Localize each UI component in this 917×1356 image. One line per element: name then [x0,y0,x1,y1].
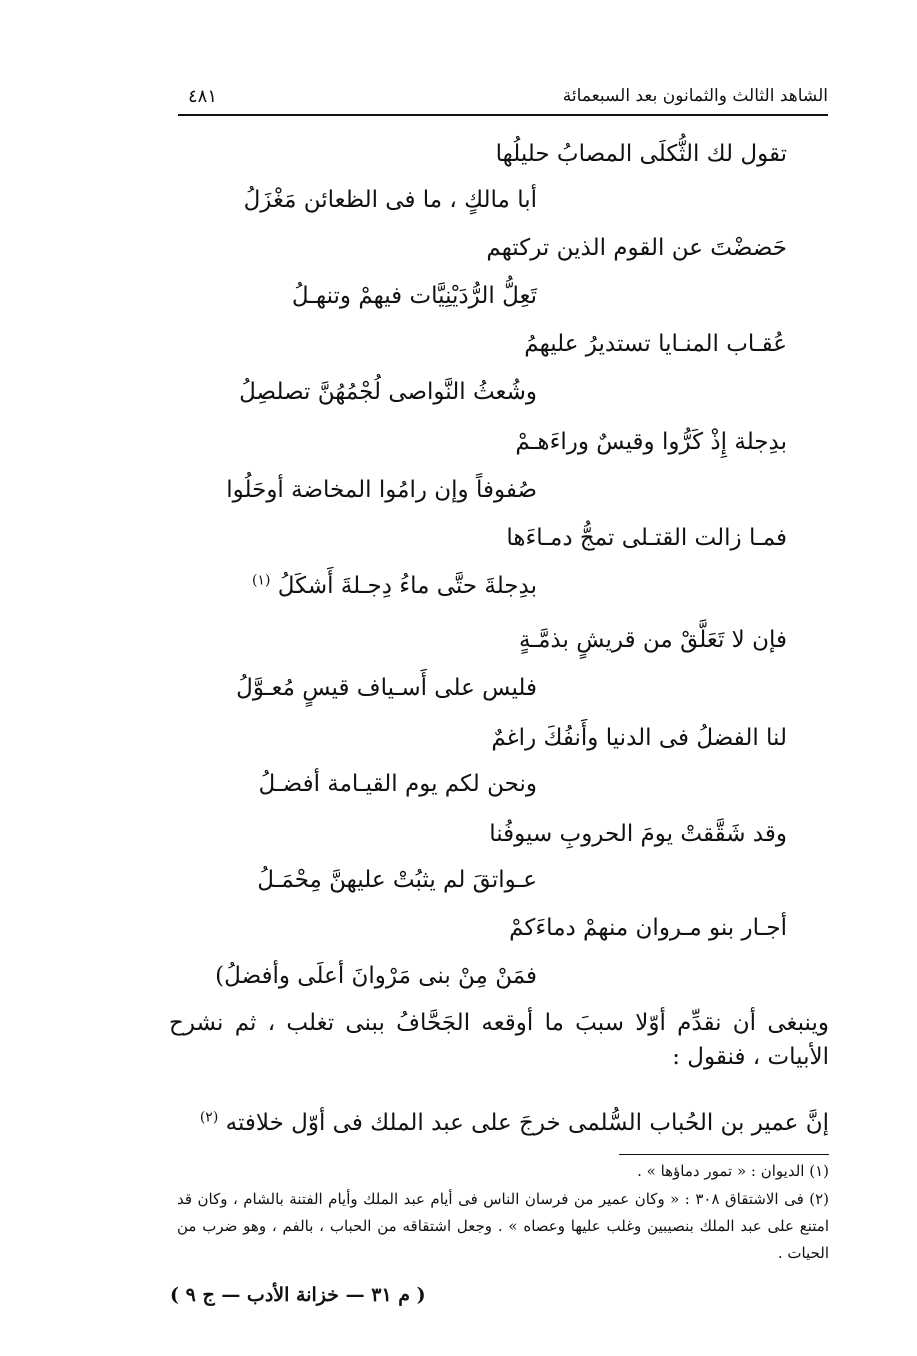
footnote-1: (١) الديوان : « تمور دماؤها » . [637,1162,829,1180]
verse-8-second-hemistich: عـواتقَ لم يثبُتْ عليهنَّ مِحْمَـلُ [257,867,537,893]
verse-4-first-hemistich: بدِجلة إِذْ كَرُّوا وقيسٌ وراءَهـمْ [515,429,787,455]
verse-9-first-hemistich: أجـار بنو مـروان منهمْ دماءَكمْ [509,915,787,941]
verse-1-second-hemistich: أبا مالكٍ ، ما فى الظعائن مَغْزَلُ [243,187,537,213]
verse-8-first-hemistich: وقد شَقَّقتْ يومَ الحروبِ سيوفُنا [489,821,787,847]
verse-7-first-hemistich: لنا الفضلُ فى الدنيا وأَنفُكَ راغمٌ [491,725,787,751]
page-number: ٤٨١ [188,86,218,107]
printer-signature: ( م ٣١ — خزانة الأدب — ج ٩ ) [170,1284,426,1306]
prose-paragraph: وينبغى أن نقدِّم أوّلا سببَ ما أوقعه الجَحَّافُ ببنى تغلب ، ثم نشرح الأبيات ، فنقول : [169,1010,829,1070]
running-title: الشاهد الثالث والثمانون بعد السبعمائة [562,86,828,106]
verse-7-second-hemistich: ونحن لكم يوم القيـامة أفضـلُ [258,771,537,797]
verse-6-second-hemistich: فليس على أَسـياف قيسٍ مُعـوَّلُ [236,675,537,701]
verse-4-second-hemistich: صُفوفاً وإن رامُوا المخاضة أوحَلُوا [226,477,537,503]
footnote-1-marker: (١) [251,572,271,589]
verse-9-second-hemistich: فمَنْ مِنْ بنى مَرْوانَ أعلَى وأفضلُ) [215,963,537,989]
verse-2-second-hemistich: تَعِلُّ الرُّدَيْنِيَّات فيهمْ وتنهـلُ [291,283,537,309]
footnote-2-marker: (٢) [199,1109,219,1126]
verse-5-second-hemistich [252,570,537,602]
header-rule [178,114,828,116]
prose-last-line-text: إنَّ عمير بن الحُباب السُّلمى خرجَ على عبد الملك فى أوّل خلافته [225,1110,829,1136]
verse-3-first-hemistich: عُقـاب المنـايا تستديرُ عليهمُ [524,331,787,357]
verse-1-first-hemistich: تقول لك الثُّكلَى المصابُ حليلُها [495,141,787,167]
verse-2-first-hemistich: حَضضْتَ عن القوم الذين تركتهم [486,235,787,261]
verse-5-first-hemistich: فمـا زالت القتـلى تمجُّ دمـاءَها [506,525,787,551]
verse-5-second-text: بدِجلةَ حتَّى ماءُ دِجـلةَ أَشكَلُ [277,573,537,599]
footnote-rule [619,1154,829,1155]
running-header [178,84,828,114]
prose-last-line [200,1106,829,1140]
verse-6-first-hemistich: فإن لا تَعَلَّقْ من قريشٍ بذمَّـةٍ [519,627,787,653]
footnote-2: (٢) فى الاشتقاق ٣٠٨ : « وكان عمير من فرسان الناس فى أيام عبد الملك وأيام الفتنة بالشام ، وكان قد امتنع على عبد الملك بنصيبين وغلب عليها وعصاه » . وجعل اشتقاقه من الحباب ، بالفم ، وهو ضرب من الحيات . [177,1190,829,1262]
verse-3-second-hemistich: وشُعثُ النَّواصى لُجْمُهُنَّ تصلصِلُ [239,379,537,405]
